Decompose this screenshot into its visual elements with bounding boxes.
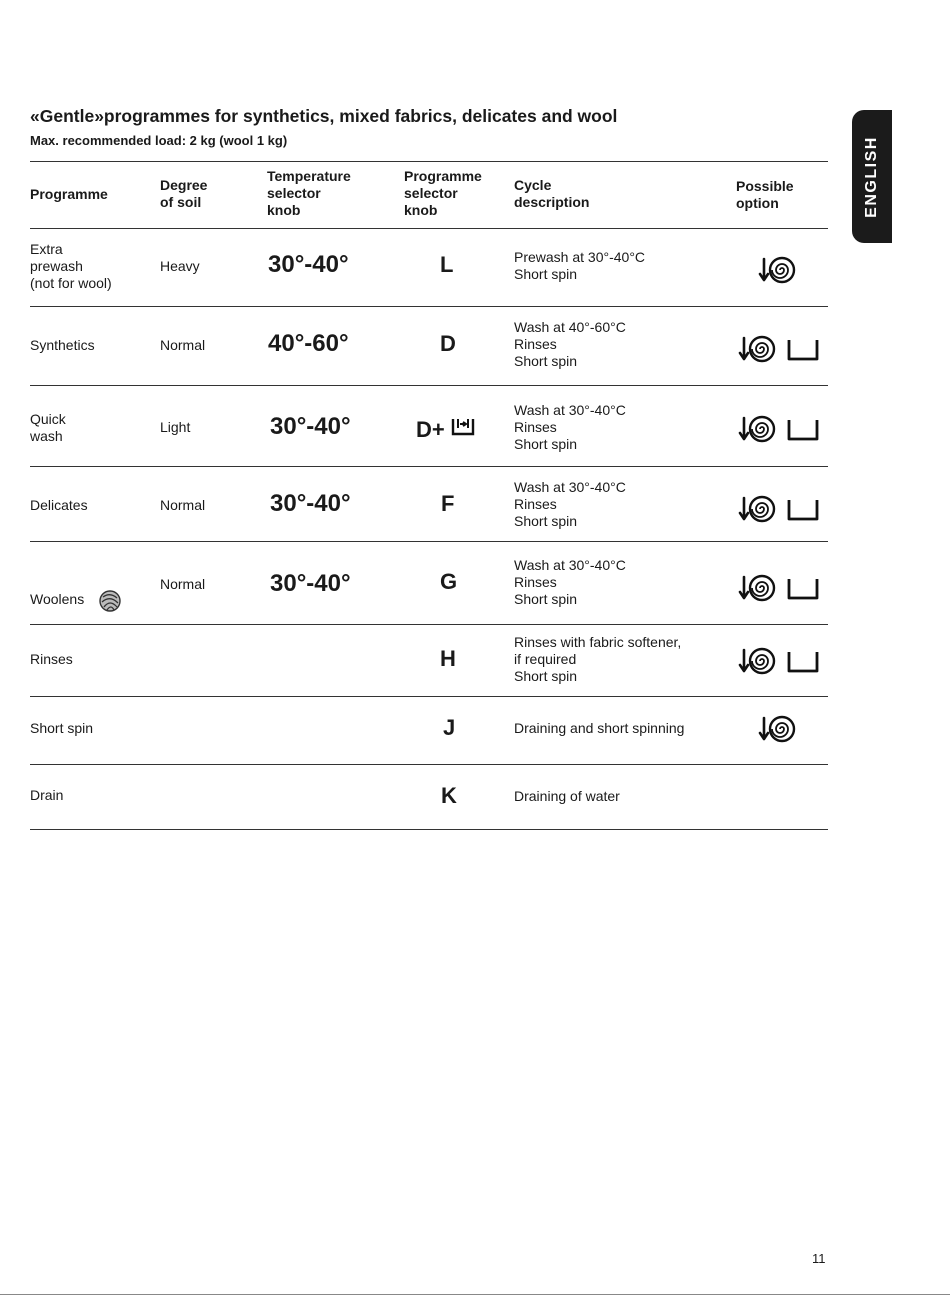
row-temperature: 30°-40° [270,570,351,597]
page-edge-line [0,1294,950,1295]
rinse-hold-icon [786,572,820,604]
table-top-rule [30,161,828,162]
header-temperature: Temperature selector knob [267,168,351,218]
spin-option-icon [738,645,778,677]
table-bottom-rule [30,829,828,830]
header-cycle: Cycle description [514,177,590,210]
row-programme: Synthetics [30,337,95,353]
row-programme-letter: K [441,783,457,808]
row-cycle: Wash at 30°-40°C Rinses Short spin [514,557,626,607]
spin-option-icon [758,254,798,286]
rinse-hold-icon [786,413,820,445]
row-programme-letter: L [440,252,454,277]
row-temperature: 40°-60° [268,330,349,357]
row-programme: Rinses [30,651,73,667]
header-option: Possible option [736,178,794,211]
row-programme: Quick wash [30,411,66,444]
row-rule [30,466,828,467]
spin-option-icon [738,572,778,604]
row-cycle: Wash at 30°-40°C Rinses Short spin [514,479,626,529]
row-temperature: 30°-40° [270,413,351,440]
row-cycle: Wash at 30°-40°C Rinses Short spin [514,402,626,452]
row-soil: Light [160,419,191,435]
row-programme: Drain [30,787,64,803]
row-programme: Delicates [30,497,88,513]
row-rule [30,306,828,307]
row-options [738,645,820,677]
language-tab [852,110,892,243]
spin-option-icon [758,713,798,745]
row-cycle: Wash at 40°-60°C Rinses Short spin [514,319,626,369]
row-programme: Extra prewash (not for wool) [30,241,112,291]
row-programme-letter: G [440,569,458,594]
page-title: «Gentle»programmes for synthetics, mixed fabrics, delicates and wool [30,106,618,126]
row-programme: Short spin [30,720,94,736]
row-programme [30,582,122,617]
language-tab-label: ENGLISH [863,135,880,218]
row-programme-letter: J [443,715,456,740]
row-rule [30,541,828,542]
header-rule [30,228,828,229]
spin-option-icon [738,333,778,365]
row-rule [30,624,828,625]
row-programme-letter: H [440,646,456,671]
row-programme-letter: F [441,491,455,516]
row-options [738,493,820,525]
header-programme-selector: Programme selector knob [404,168,482,218]
row-programme-letter [416,416,475,444]
header-soil: Degree of soil [160,177,208,210]
rinse-hold-icon [786,333,820,365]
programme-letter: D+ [416,417,445,442]
row-options [758,713,798,745]
row-rule [30,764,828,765]
row-cycle: Draining and short spinning [514,720,685,736]
row-options [758,254,798,286]
row-options [738,333,820,365]
row-options [738,572,820,604]
header-programme: Programme [30,186,108,202]
rinse-hold-icon [786,493,820,525]
row-cycle: Draining of water [514,788,620,804]
row-soil: Normal [160,576,206,592]
spin-option-icon [738,493,778,525]
row-programme-letter: D [440,331,456,356]
quick-wash-icon [451,416,475,444]
row-temperature: 30°-40° [270,490,351,517]
row-rule [30,696,828,697]
row-temperature: 30°-40° [268,251,349,278]
row-cycle: Rinses with fabric softener, if required Short spin [514,634,682,684]
rinse-hold-icon [786,645,820,677]
row-rule [30,385,828,386]
row-soil: Heavy [160,258,200,274]
row-soil: Normal [160,497,206,513]
row-cycle: Prewash at 30°-40°C Short spin [514,249,646,282]
row-soil: Normal [160,337,206,353]
page-subtitle: Max. recommended load: 2 kg (wool 1 kg) [30,133,288,148]
spin-option-icon [738,413,778,445]
row-options [738,413,820,445]
page-number: 11 [812,1251,826,1266]
wool-icon [98,572,122,617]
row-programme-label: Woolens [30,591,85,607]
